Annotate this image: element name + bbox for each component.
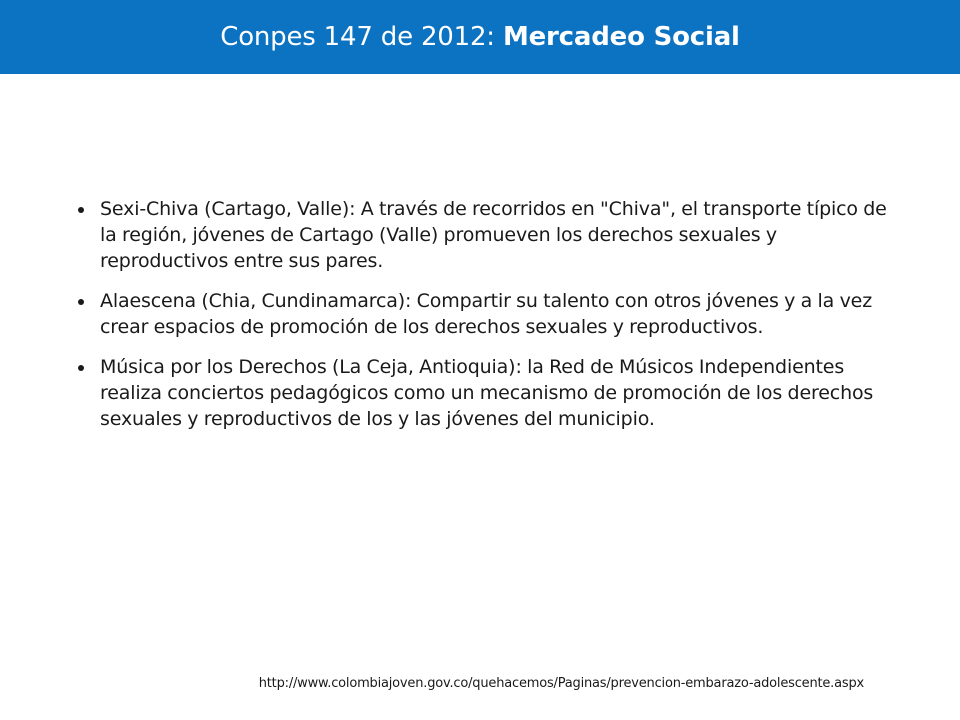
slide-title-bold: Mercadeo Social	[502, 22, 740, 52]
bullet-text: Música por los Derechos (La Ceja, Antioquia): la Red de Músicos Independientes realiza conciertos pedagógicos como un mecanismo de promoción de los derechos sexuales y reproductivos de los y las jóvenes del municipio.	[100, 356, 874, 430]
slide-content	[78, 196, 888, 446]
slide-title-prefix: Conpes 147 de 2012:	[220, 22, 503, 52]
bullet-item-musica-por-los-derechos	[78, 354, 888, 432]
bullet-text: Sexi-Chiva (Cartago, Valle): A través de recorridos en "Chiva", el transporte típico de la región, jóvenes de Cartago (Valle) promueven los derechos sexuales y reproductivos entre sus pares.	[100, 198, 887, 272]
title-bar	[0, 0, 960, 74]
bullet-dot	[78, 299, 84, 305]
bullet-dot	[78, 207, 84, 213]
bullet-item-sexi-chiva	[78, 196, 888, 274]
source-url: http://www.colombiajoven.gov.co/quehacemos/Paginas/prevencion-embarazo-adolescente.aspx	[258, 676, 864, 691]
bullet-item-alaescena	[78, 288, 888, 340]
bullet-dot	[78, 365, 84, 371]
bullet-list	[78, 196, 888, 432]
slide-title	[220, 22, 740, 52]
bullet-text: Alaescena (Chia, Cundinamarca): Compartir su talento con otros jóvenes y a la vez crear espacios de promoción de los derechos sexuales y reproductivos.	[100, 290, 873, 338]
